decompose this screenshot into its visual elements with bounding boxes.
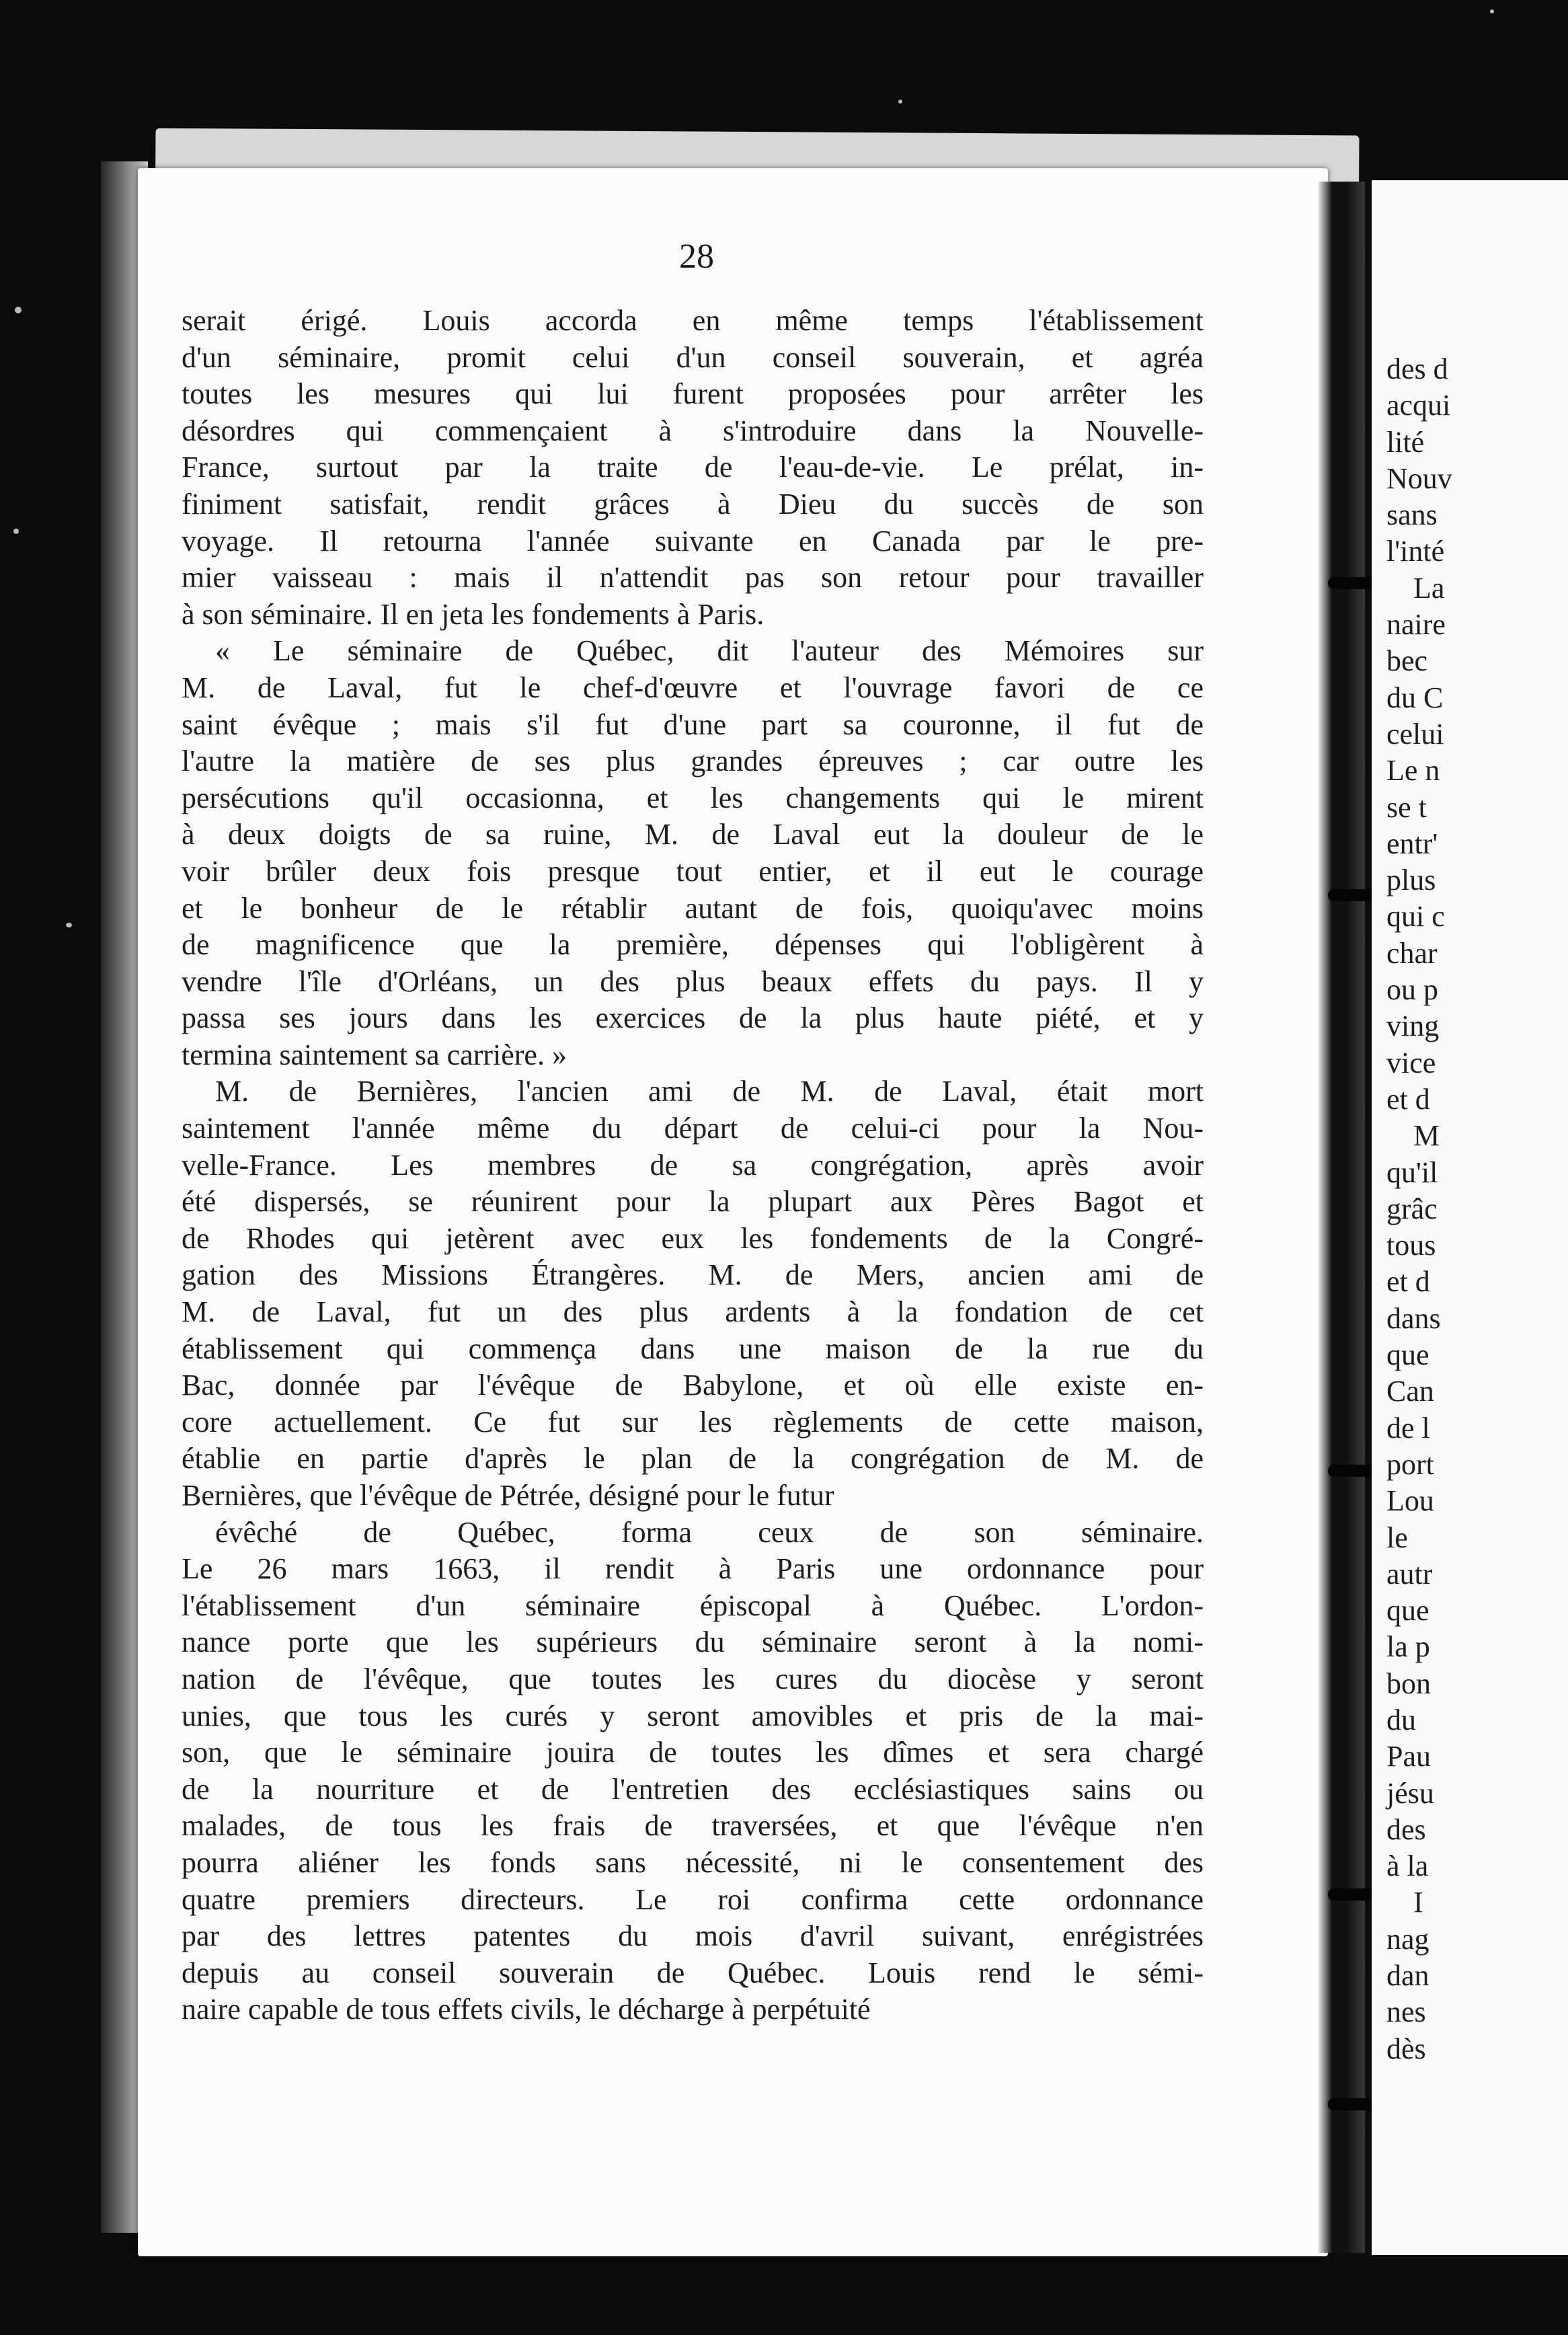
speck bbox=[15, 307, 22, 313]
text-line: saint évêque ; mais s'il fut d'une part sa couronne, il fut de bbox=[182, 707, 1204, 741]
text-line: établie en partie d'après le plan de la congrégation de M. de bbox=[182, 1442, 1204, 1476]
right-text-fragment: tous bbox=[1386, 1229, 1436, 1262]
right-text-fragment: celui bbox=[1386, 717, 1444, 751]
text-line: termina saintement sa carrière. » bbox=[182, 1038, 567, 1071]
right-text-fragment: Can bbox=[1386, 1375, 1434, 1408]
right-text-fragment: sans bbox=[1386, 498, 1438, 532]
text-line: saintement l'année même du départ de celui-ci pour la Nou- bbox=[182, 1112, 1204, 1145]
text-line: toutes les mesures qui lui furent proposées pour arrêter les bbox=[182, 377, 1204, 411]
right-text-fragment: la p bbox=[1386, 1630, 1430, 1664]
right-text-fragment: dans bbox=[1386, 1301, 1441, 1335]
right-text-fragment: et d bbox=[1386, 1265, 1430, 1299]
text-line: unies, que tous les curés y seront amovibles et pris de la mai- bbox=[182, 1699, 1204, 1732]
right-text-fragment: Le n bbox=[1386, 754, 1440, 788]
right-text-fragment: Pau bbox=[1386, 1740, 1431, 1773]
right-text-fragment: char bbox=[1386, 936, 1438, 970]
right-page-text-fragments bbox=[1386, 351, 1568, 2067]
text-line: l'autre la matière de ses plus grandes épreuves ; car outre les bbox=[182, 744, 1204, 778]
text-line: nance porte que les supérieurs du séminaire seront à la nomi- bbox=[182, 1625, 1204, 1659]
text-line: velle-France. Les membres de sa congrégation, après avoir bbox=[182, 1148, 1204, 1182]
text-line: « Le séminaire de Québec, dit l'auteur des Mémoires sur bbox=[215, 634, 1204, 668]
right-text-fragment: dan bbox=[1386, 1959, 1429, 1993]
text-line: M. de Bernières, l'ancien ami de M. de Laval, était mort bbox=[215, 1075, 1204, 1108]
speck bbox=[898, 100, 902, 104]
text-line: établissement qui commença dans une maison de la rue du bbox=[182, 1332, 1204, 1365]
text-line: son, que le séminaire jouira de toutes les dîmes et sera chargé bbox=[182, 1736, 1204, 1769]
text-line: depuis au conseil souverain de Québec. Louis rend le sémi- bbox=[182, 1956, 1204, 1989]
text-line: voir brûler deux fois presque tout entier, et il eut le courage bbox=[182, 854, 1204, 888]
right-text-fragment: jésu bbox=[1386, 1776, 1434, 1810]
right-text-fragment: des bbox=[1386, 1812, 1426, 1846]
text-line: M. de Laval, fut le chef-d'œuvre et l'ouvrage favori de ce bbox=[182, 671, 1204, 704]
text-line: Bernières, que l'évêque de Pétrée, désigné pour le futur bbox=[182, 1479, 834, 1512]
text-line: par des lettres patentes du mois d'avril suivant, enrégistrées bbox=[182, 1919, 1204, 1953]
text-line: Le 26 mars 1663, il rendit à Paris une ordonnance pour bbox=[182, 1552, 1204, 1586]
right-text-fragment: Lou bbox=[1386, 1484, 1434, 1518]
right-text-fragment: plus bbox=[1386, 864, 1436, 897]
right-text-fragment: grâc bbox=[1386, 1192, 1438, 1225]
text-line: Bac, donnée par l'évêque de Babylone, et où elle existe en- bbox=[182, 1369, 1204, 1402]
text-line: de magnificence que la première, dépenses qui l'obligèrent à bbox=[182, 928, 1204, 962]
text-line: été dispersés, se réunirent pour la plupart aux Pères Bagot et bbox=[182, 1185, 1204, 1219]
right-text-fragment: La bbox=[1413, 571, 1445, 605]
text-line: à deux doigts de sa ruine, M. de Laval eut la douleur de le bbox=[182, 818, 1204, 851]
right-text-fragment: dès bbox=[1386, 2032, 1426, 2065]
right-text-fragment: M bbox=[1413, 1119, 1440, 1153]
right-text-fragment: que bbox=[1386, 1594, 1429, 1628]
right-text-fragment: nes bbox=[1386, 1995, 1426, 2029]
right-text-fragment: qu'il bbox=[1386, 1155, 1438, 1189]
text-line: core actuellement. Ce fut sur les règlements de cette maison, bbox=[182, 1405, 1204, 1439]
right-text-fragment: nag bbox=[1386, 1922, 1429, 1956]
text-line: voyage. Il retourna l'année suivante en Canada par le pre- bbox=[182, 524, 1204, 558]
right-text-fragment: entr' bbox=[1386, 827, 1438, 860]
speck bbox=[1490, 9, 1494, 13]
right-text-fragment: acqui bbox=[1386, 389, 1451, 422]
book-spine bbox=[1318, 182, 1365, 2253]
right-text-fragment: ou p bbox=[1386, 973, 1438, 1007]
right-text-fragment: et d bbox=[1386, 1082, 1430, 1116]
text-line: de Rhodes qui jetèrent avec eux les fondements de la Congré- bbox=[182, 1221, 1204, 1255]
text-line: de la nourriture et de l'entretien des ecclésiastiques sains ou bbox=[182, 1772, 1204, 1806]
text-line: France, surtout par la traite de l'eau-de-vie. Le prélat, in- bbox=[182, 451, 1204, 484]
right-text-fragment: du C bbox=[1386, 681, 1444, 714]
text-line: nation de l'évêque, que toutes les cures du diocèse y seront bbox=[182, 1662, 1204, 1695]
speck bbox=[66, 923, 72, 927]
text-line: désordres qui commençaient à s'introduire dans la Nouvelle- bbox=[182, 414, 1204, 447]
page-number: 28 bbox=[679, 237, 714, 276]
text-line: et le bonheur de le rétablir autant de fois, quoiqu'avec moins bbox=[182, 891, 1204, 925]
body-text bbox=[182, 303, 1204, 2028]
right-text-fragment: de l bbox=[1386, 1411, 1430, 1445]
right-text-fragment: I bbox=[1413, 1886, 1423, 1919]
right-text-fragment: que bbox=[1386, 1338, 1429, 1372]
text-line: naire capable de tous effets civils, le décharge à perpétuité bbox=[182, 1993, 871, 2026]
text-line: l'établissement d'un séminaire épiscopal à Québec. L'ordon- bbox=[182, 1588, 1204, 1622]
right-text-fragment: à la bbox=[1386, 1849, 1429, 1883]
text-line: évêché de Québec, forma ceux de son séminaire. bbox=[215, 1515, 1204, 1549]
right-text-fragment: vice bbox=[1386, 1046, 1436, 1079]
text-line: quatre premiers directeurs. Le roi confirma cette ordonnance bbox=[182, 1882, 1204, 1916]
text-line: M. de Laval, fut un des plus ardents à la fondation de cet bbox=[182, 1295, 1204, 1329]
text-line: malades, de tous les frais de traversées, et que l'évêque n'en bbox=[182, 1809, 1204, 1843]
right-text-fragment: ving bbox=[1386, 1009, 1440, 1043]
text-line: gation des Missions Étrangères. M. de Mers, ancien ami de bbox=[182, 1258, 1204, 1292]
text-line: persécutions qu'il occasionna, et les changements qui le mirent bbox=[182, 781, 1204, 814]
right-text-fragment: qui c bbox=[1386, 900, 1445, 933]
text-line: mier vaisseau : mais il n'attendit pas son retour pour travailler bbox=[182, 561, 1204, 595]
text-line: vendre l'île d'Orléans, un des plus beaux effets du pays. Il y bbox=[182, 964, 1204, 998]
text-line: serait érigé. Louis accorda en même temps l'établissement bbox=[182, 304, 1204, 337]
right-text-fragment: bon bbox=[1386, 1667, 1431, 1700]
right-text-fragment: autr bbox=[1386, 1557, 1433, 1591]
right-text-fragment: le bbox=[1386, 1521, 1408, 1554]
text-line: passa ses jours dans les exercices de la plus haute piété, et y bbox=[182, 1001, 1204, 1035]
right-text-fragment: naire bbox=[1386, 608, 1446, 642]
text-line: pourra aliéner les fonds sans nécessité, ni le consentement des bbox=[182, 1845, 1204, 1879]
right-text-fragment: bec bbox=[1386, 644, 1428, 678]
right-text-fragment: du bbox=[1386, 1703, 1416, 1736]
text-line: finiment satisfait, rendit grâces à Dieu du succès de son bbox=[182, 487, 1204, 521]
right-text-fragment: l'inté bbox=[1386, 535, 1445, 568]
speck bbox=[13, 529, 19, 534]
text-line: d'un séminaire, promit celui d'un conseil souverain, et agréa bbox=[182, 340, 1204, 374]
right-text-fragment: port bbox=[1386, 1447, 1434, 1481]
text-line: à son séminaire. Il en jeta les fondements à Paris. bbox=[182, 597, 765, 631]
right-text-fragment: Nouv bbox=[1386, 461, 1452, 495]
right-text-fragment: se t bbox=[1386, 790, 1427, 824]
right-text-fragment: lité bbox=[1386, 425, 1425, 459]
right-text-fragment: des d bbox=[1386, 352, 1448, 385]
